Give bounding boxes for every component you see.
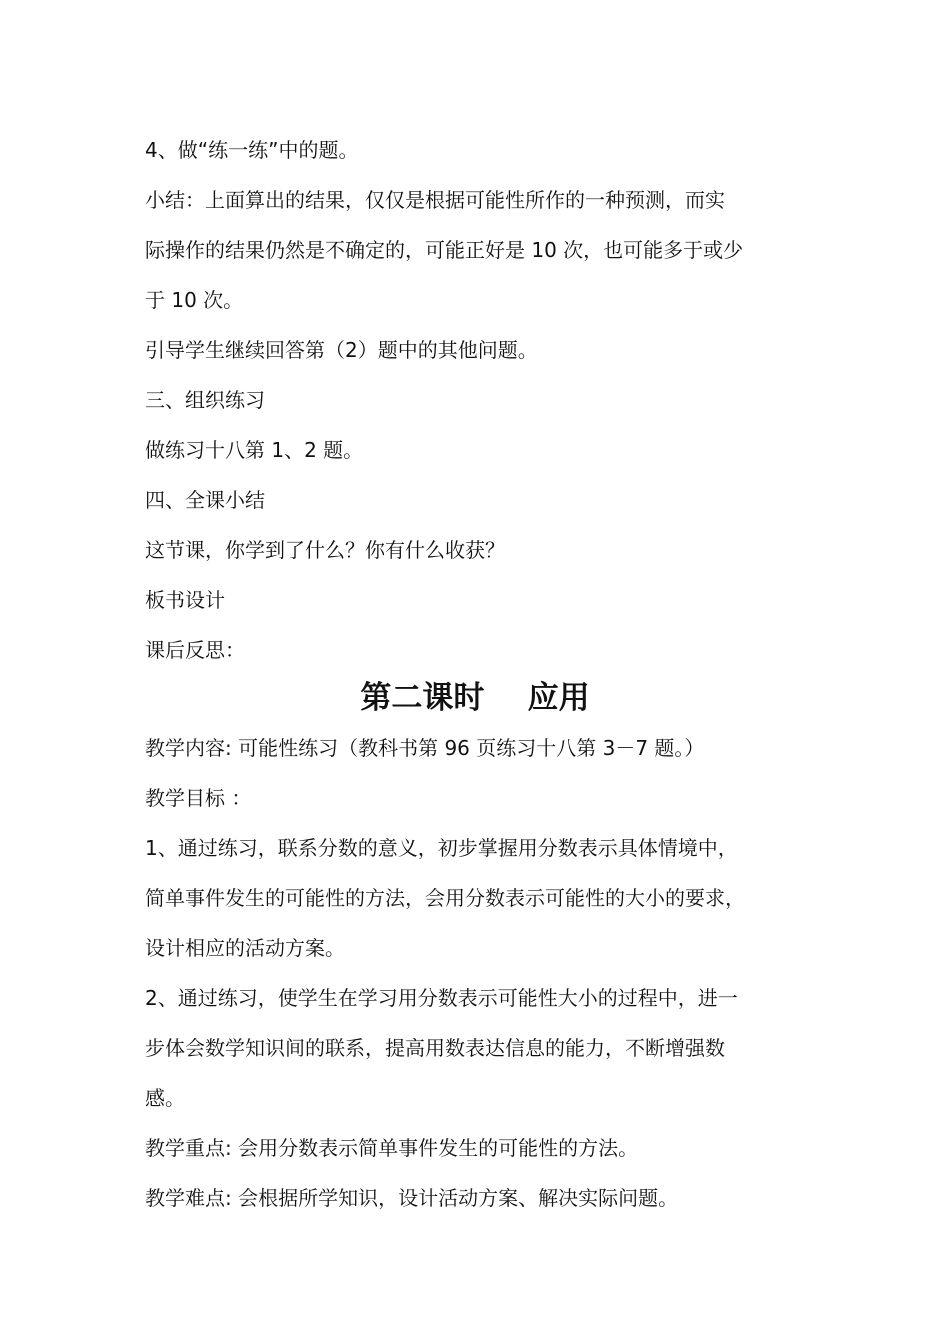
board-design-label: 板书设计 — [145, 588, 225, 612]
summary-line-1: 小结：上面算出的结果，仅仅是根据可能性所作的一种预测，而实 — [145, 188, 725, 212]
question-line: 这节课，你学到了什么？你有什么收获？ — [145, 538, 505, 562]
goal-2-line-3: 感。 — [145, 1086, 185, 1110]
practice-item-4: 4、做“练一练”中的题。 — [145, 138, 359, 162]
summary-line-3: 于 10 次。 — [145, 288, 244, 312]
lesson-title: 第二课时 应用 — [360, 680, 590, 716]
exercise-line: 做练习十八第 1、2 题。 — [145, 438, 364, 462]
section-4-heading: 四、全课小结 — [145, 488, 265, 512]
teaching-focus: 教学重点: 会用分数表示简单事件发生的可能性的方法。 — [145, 1136, 639, 1160]
goal-1-line-3: 设计相应的活动方案。 — [145, 936, 345, 960]
teaching-content: 教学内容: 可能性练习（教科书第 96 页练习十八第 3－7 题。） — [145, 736, 705, 760]
teaching-goals-label: 教学目标 ： — [145, 786, 252, 810]
section-3-heading: 三、组织练习 — [145, 388, 265, 412]
summary-line-2: 际操作的结果仍然是不确定的，可能正好是 10 次，也可能多于或少 — [145, 238, 744, 262]
goal-1-line-1: 1、通过练习，联系分数的意义，初步掌握用分数表示具体情境中， — [145, 836, 738, 860]
goal-2-line-1: 2、通过练习，使学生在学习用分数表示可能性大小的过程中，进一 — [145, 986, 738, 1010]
goal-2-line-2: 步体会数学知识间的联系，提高用数表达信息的能力，不断增强数 — [145, 1036, 725, 1060]
goal-1-line-2: 简单事件发生的可能性的方法，会用分数表示可能性的大小的要求， — [145, 886, 745, 910]
guide-line: 引导学生继续回答第（2）题中的其他问题。 — [145, 338, 538, 362]
reflection-label: 课后反思： — [145, 638, 245, 662]
teaching-difficulty: 教学难点: 会根据所学知识，设计活动方案、解决实际问题。 — [145, 1186, 679, 1210]
